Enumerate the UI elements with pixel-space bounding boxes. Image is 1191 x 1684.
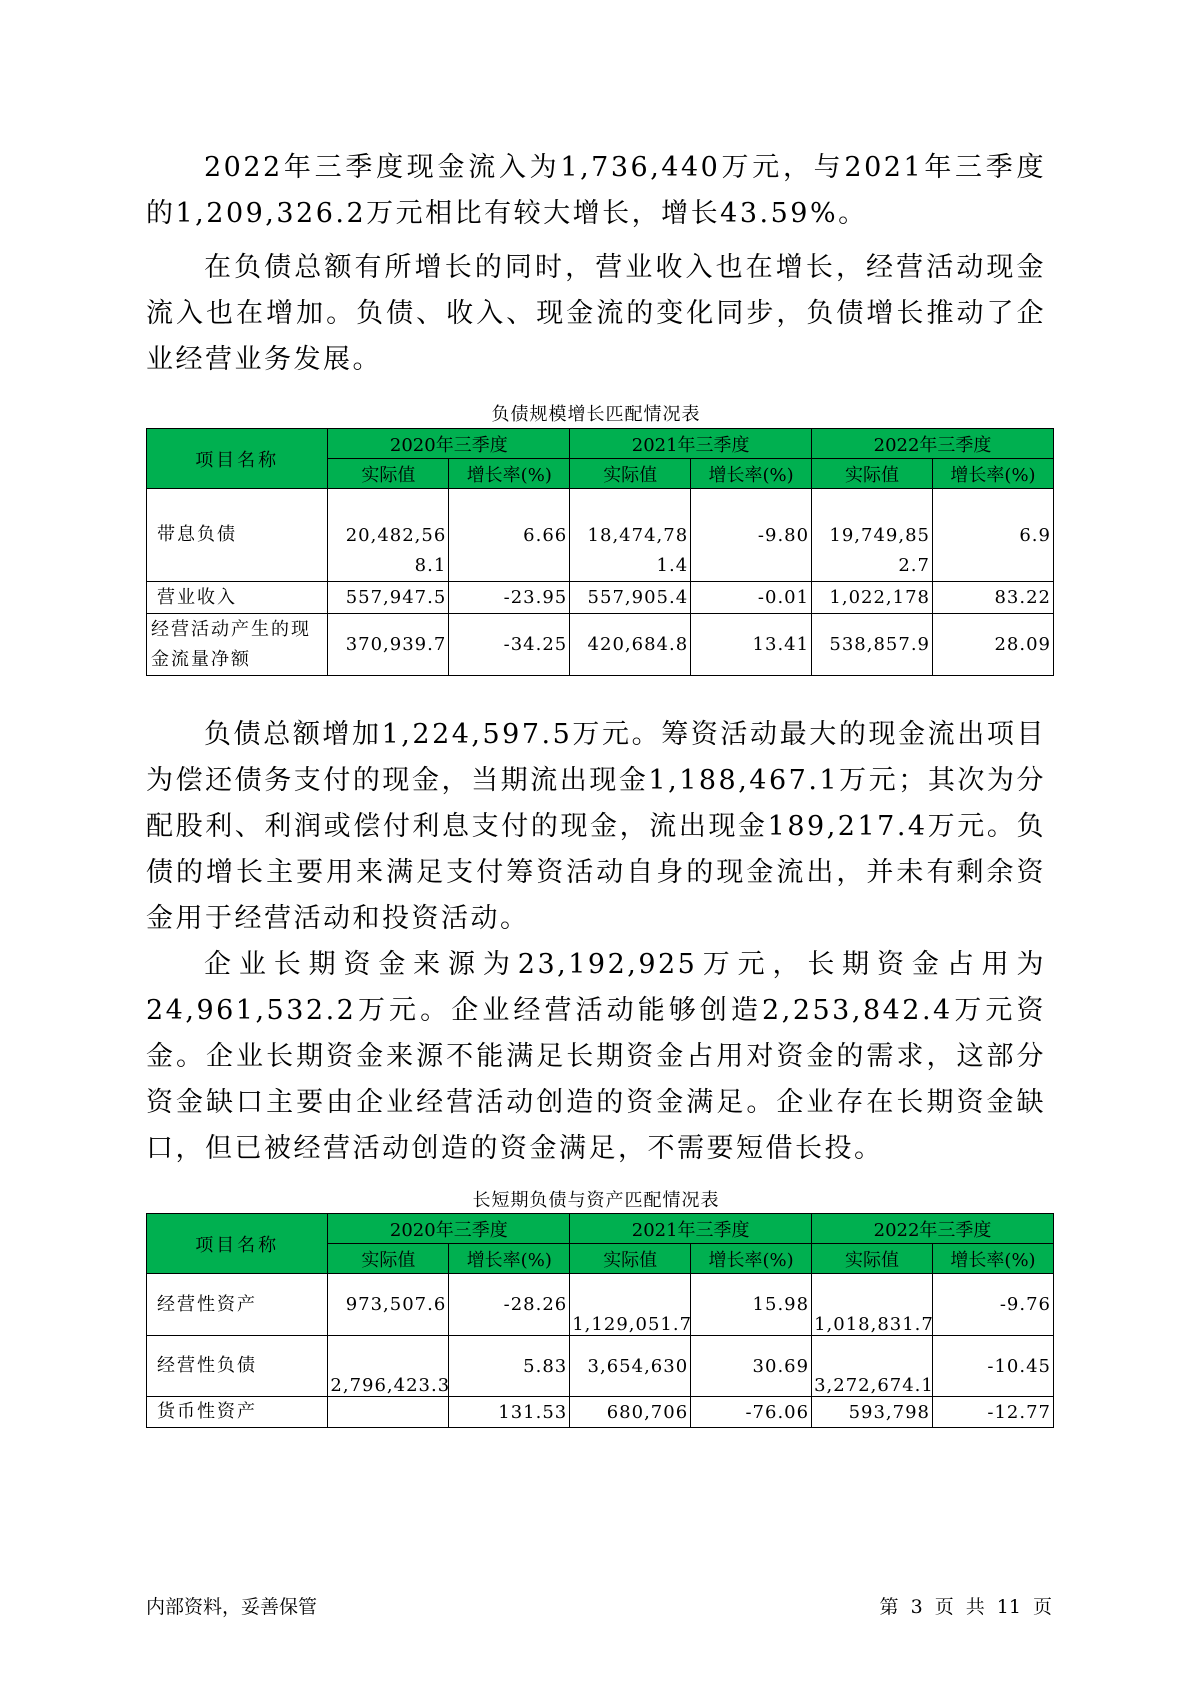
- header-growth: 增长率(%): [449, 1244, 570, 1274]
- asset-liability-match-table: [146, 1213, 1054, 1428]
- header-2021: 2021年三季度: [570, 429, 812, 459]
- cell-growth: 13.41: [691, 614, 812, 676]
- cell-growth: 5.83: [449, 1336, 570, 1397]
- table2-caption: 长短期负债与资产匹配情况表: [472, 1190, 720, 1211]
- cell-growth: 131.53: [449, 1397, 570, 1428]
- cell-growth: -0.01: [691, 582, 812, 614]
- cell-value: 557,905.4: [570, 582, 691, 614]
- table-row: [147, 1336, 1054, 1397]
- cell-value: 19,749,852.7: [812, 489, 933, 582]
- cell-value: 1,022,178: [812, 582, 933, 614]
- table-row: [147, 1397, 1054, 1428]
- header-actual: 实际值: [570, 1244, 691, 1274]
- cell-value: 680,706: [570, 1397, 691, 1428]
- liability-scale-table: [146, 428, 1054, 676]
- cell-growth: 30.69: [691, 1336, 812, 1397]
- cell-growth: -12.77: [933, 1397, 1054, 1428]
- paragraph-liability-growth: 在负债总额有所增长的同时，营业收入也在增长，经营活动现金流入也在增加。负债、收入、现金流的变化同步，负债增长推动了企业经营业务发展。: [146, 252, 1046, 375]
- cell-growth: 83.22: [933, 582, 1054, 614]
- header-growth: 增长率(%): [933, 1244, 1054, 1274]
- paragraph-financing-outflow: 负债总额增加1,224,597.5万元。筹资活动最大的现金流出项目为偿还债务支付的现金，当期流出现金1,188,467.1万元；其次为分配股利、利润或偿付利息支付的现金，流出现金189,217.4万元。负债的增长主要用来满足支付筹资活动自身的现金流出，并未有剩余资金用于经营活动和投资活动。: [146, 719, 1046, 934]
- cell-growth: -10.45: [933, 1336, 1054, 1397]
- cell-value: 3,272,674.1: [812, 1336, 933, 1397]
- cell-growth: 6.66: [449, 489, 570, 582]
- cell-growth: -9.80: [691, 489, 812, 582]
- cell-value: [328, 1397, 449, 1428]
- table-row: [147, 1274, 1054, 1336]
- cell-growth: -9.76: [933, 1274, 1054, 1336]
- header-2022: 2022年三季度: [812, 429, 1054, 459]
- cell-value: 1,018,831.7: [812, 1274, 933, 1336]
- table-row: [147, 582, 1054, 614]
- cell-value: 18,474,781.4: [570, 489, 691, 582]
- cell-growth: 15.98: [691, 1274, 812, 1336]
- paragraph-cash-inflow: 2022年三季度现金流入为1,736,440万元，与2021年三季度的1,209,326.2万元相比有较大增长，增长43.59%。: [146, 152, 1046, 229]
- row-name: 带息负债: [147, 489, 328, 582]
- table-row: [147, 614, 1054, 676]
- cell-value: 370,939.7: [328, 614, 449, 676]
- table1-caption: 负债规模增长匹配情况表: [491, 404, 701, 425]
- row-name: 经营性负债: [147, 1336, 328, 1397]
- cell-value: 593,798: [812, 1397, 933, 1428]
- header-2020: 2020年三季度: [328, 429, 570, 459]
- header-growth: 增长率(%): [933, 459, 1054, 489]
- row-name: 经营性资产: [147, 1274, 328, 1336]
- header-actual: 实际值: [812, 459, 933, 489]
- header-actual: 实际值: [328, 1244, 449, 1274]
- cell-growth: 6.9: [933, 489, 1054, 582]
- row-name: 营业收入: [147, 582, 328, 614]
- cell-growth: -34.25: [449, 614, 570, 676]
- row-name: 货币性资产: [147, 1397, 328, 1428]
- cell-value: 420,684.8: [570, 614, 691, 676]
- header-actual: 实际值: [812, 1244, 933, 1274]
- header-2020: 2020年三季度: [328, 1214, 570, 1244]
- header-2021: 2021年三季度: [570, 1214, 812, 1244]
- cell-growth: -28.26: [449, 1274, 570, 1336]
- row-name: 经营活动产生的现金流量净额: [147, 614, 328, 676]
- footer-confidential-note: 内部资料，妥善保管: [146, 1597, 318, 1618]
- cell-growth: -76.06: [691, 1397, 812, 1428]
- header-actual: 实际值: [570, 459, 691, 489]
- header-growth: 增长率(%): [691, 1244, 812, 1274]
- paragraph-long-term-funds: 企业长期资金来源为23,192,925万元，长期资金占用为24,961,532.2万元。企业经营活动能够创造2,253,842.4万元资金。企业长期资金来源不能满足长期资金占用对资金的需求，这部分资金缺口主要由企业经营活动创造的资金满足。企业存在长期资金缺口，但已被经营活动创造的资金满足，不需要短借长投。: [146, 949, 1046, 1164]
- cell-value: 973,507.6: [328, 1274, 449, 1336]
- cell-value: 3,654,630: [570, 1336, 691, 1397]
- header-growth: 增长率(%): [449, 459, 570, 489]
- cell-value: 538,857.9: [812, 614, 933, 676]
- footer-page-number: 第 3 页 共 11 页: [879, 1596, 1052, 1618]
- header-item-name: 项目名称: [147, 1214, 328, 1274]
- header-item-name: 项目名称: [147, 429, 328, 489]
- cell-growth: 28.09: [933, 614, 1054, 676]
- cell-value: 20,482,568.1: [328, 489, 449, 582]
- header-actual: 实际值: [328, 459, 449, 489]
- cell-growth: -23.95: [449, 582, 570, 614]
- header-growth: 增长率(%): [691, 459, 812, 489]
- header-2022: 2022年三季度: [812, 1214, 1054, 1244]
- cell-value: 1,129,051.7: [570, 1274, 691, 1336]
- table-row: [147, 489, 1054, 582]
- cell-value: 2,796,423.3: [328, 1336, 449, 1397]
- cell-value: 557,947.5: [328, 582, 449, 614]
